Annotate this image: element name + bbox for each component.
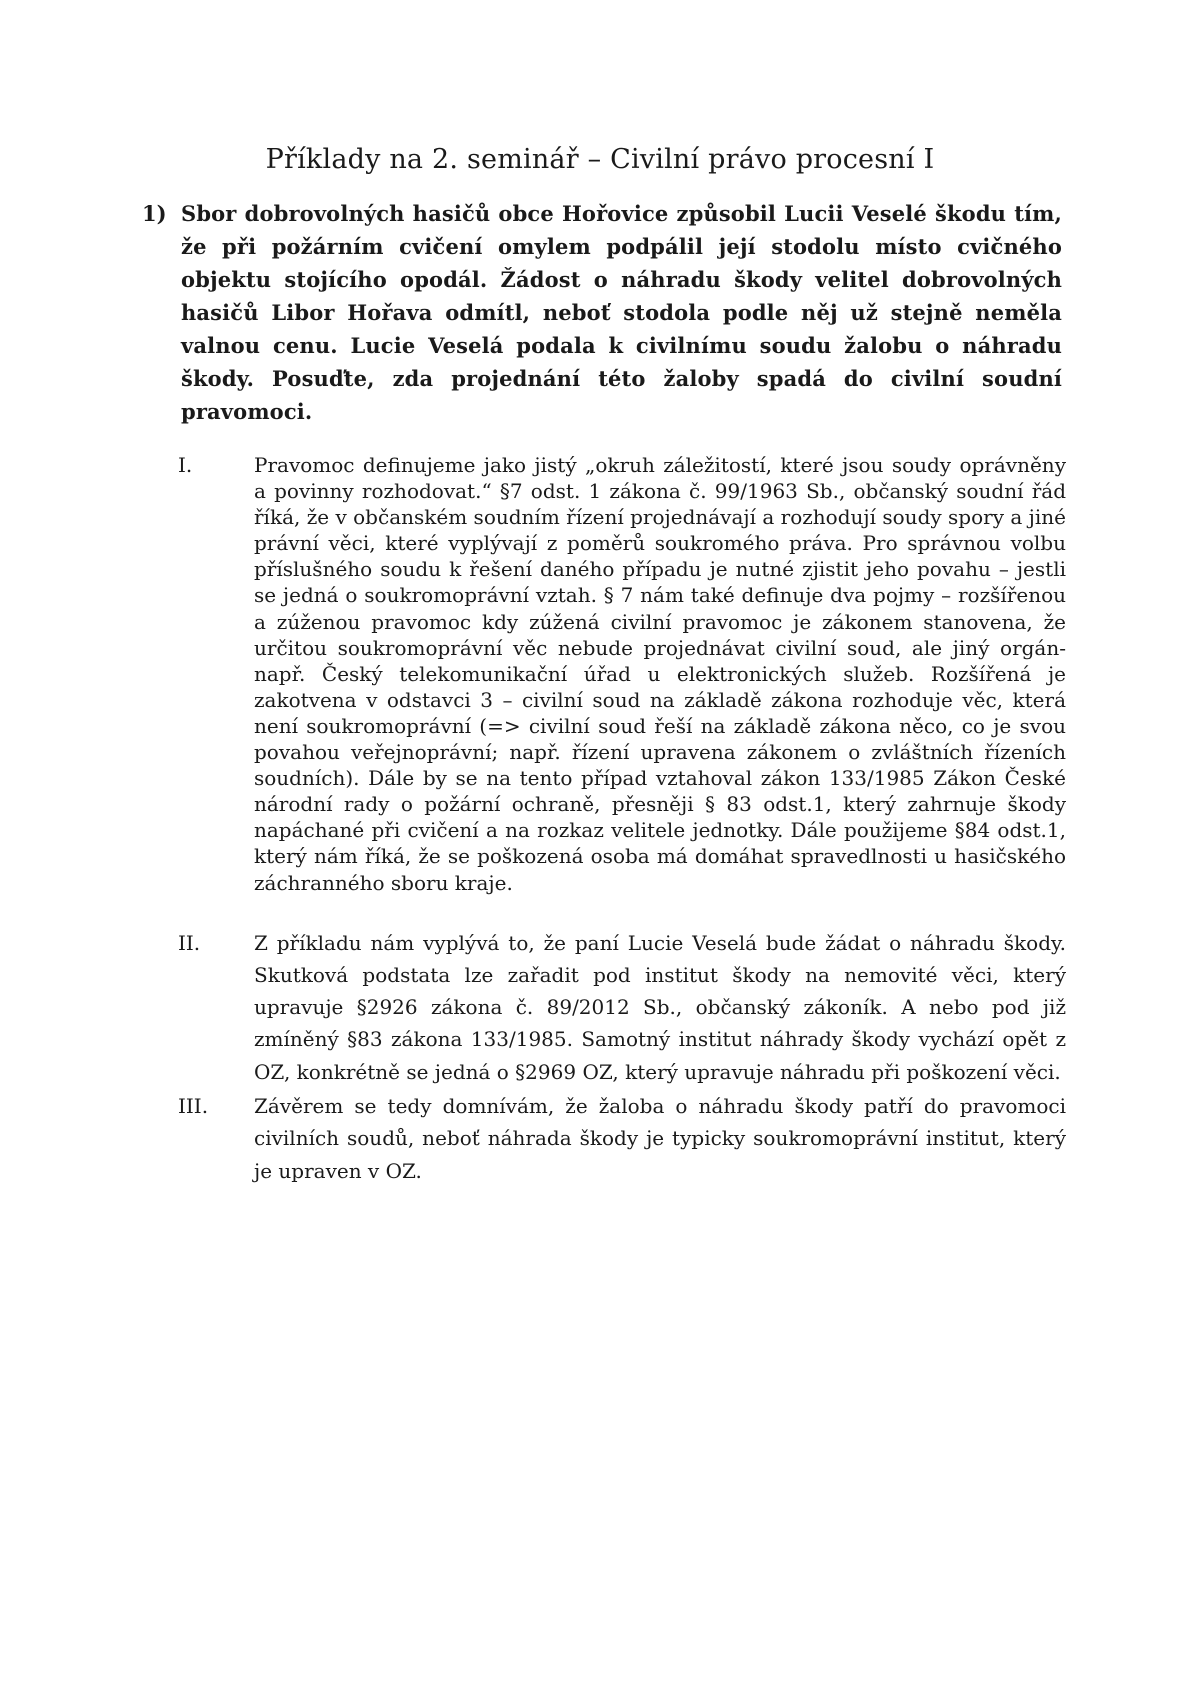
page-title: Příklady na 2. seminář – Civilní právo procesní I — [265, 144, 935, 175]
answer-item-1 — [178, 452, 1066, 896]
answer-number: II. — [178, 930, 201, 955]
answer-number: I. — [178, 453, 193, 477]
task-number: 1) — [142, 201, 167, 226]
answer-item-3 — [178, 1090, 1066, 1187]
answer-list — [178, 452, 1066, 1187]
task-1 — [142, 197, 1062, 428]
answer-item-2 — [178, 927, 1066, 1088]
task-text: Sbor dobrovolných hasičů obce Hořovice způsobil Lucii Veselé škodu tím, že při požárním cvičení omylem podpálil její stodolu místo cvičného objektu stojícího opodál. Žádost o náhradu škody velitel dobrovolných hasičů Libor Hořava odmítl, neboť stodola podle něj už stejně neměla valnou cenu. Lucie Veselá podala k civilnímu soudu žalobu o náhradu škody. Posuďte, zda projednání této žaloby spadá do civilní soudní pravomoci. — [181, 201, 1062, 424]
answer-text: Pravomoc definujeme jako jistý „okruh záležitostí, které jsou soudy oprávněny a povinny rozhodovat.“ §7 odst. 1 zákona č. 99/1963 Sb., občanský soudní řád říká, že v občanském soudním řízení projednávají a rozhodují soudy spory a jiné právní věci, které vyplývají z poměrů soukromého práva. Pro správnou volbu příslušného soudu k řešení daného případu je nutné zjistit jeho povahu – jestli se jedná o soukromoprávní vztah. § 7 nám také definuje dva pojmy – rozšířenou a zúženou pravomoc kdy zúžená civilní pravomoc je zákonem stanovena, že určitou soukromoprávní věc nebude projednávat civilní soud, ale jiný orgán- např. Český telekomunikační úřad u elektronických služeb. Rozšířená je zakotvena v odstavci 3 – civilní soud na základě zákona rozhoduje věc, která není soukromoprávní (=> civilní soud řeší na základě zákona něco, co je svou povahou veřejnoprávní; např. řízení upravena zákonem o zvláštních řízeních soudních). Dále by se na tento případ vztahoval zákon 133/1985 Zákon České národní rady o požární ochraně, přesněji § 83 odst.1, který zahrnuje škody napáchané při cvičení a na rozkaz velitele jednotky. Dále použijeme §84 odst.1, který nám říká, že se poškozená osoba má domáhat spravedlnosti u hasičského záchranného sboru kraje. — [254, 453, 1066, 895]
answer-number: III. — [178, 1094, 209, 1119]
answer-text: Z příkladu nám vyplývá to, že paní Lucie Veselá bude žádat o náhradu škody. Skutková podstata lze zařadit pod institut škody na nemovité věci, který upravuje §2926 zákona č. 89/2012 Sb., občanský zákoník. A nebo pod již zmíněný §83 zákona 133/1985. Samotný institut náhrady škody vychází opět z OZ, konkrétně se jedná o §2969 OZ, který upravuje náhradu při poškození věci. — [254, 930, 1066, 1084]
answer-text: Závěrem se tedy domnívám, že žaloba o náhradu škody patří do pravomoci civilních soudů, neboť náhrada škody je typicky soukromoprávní institut, který je upraven v OZ. — [254, 1094, 1066, 1183]
